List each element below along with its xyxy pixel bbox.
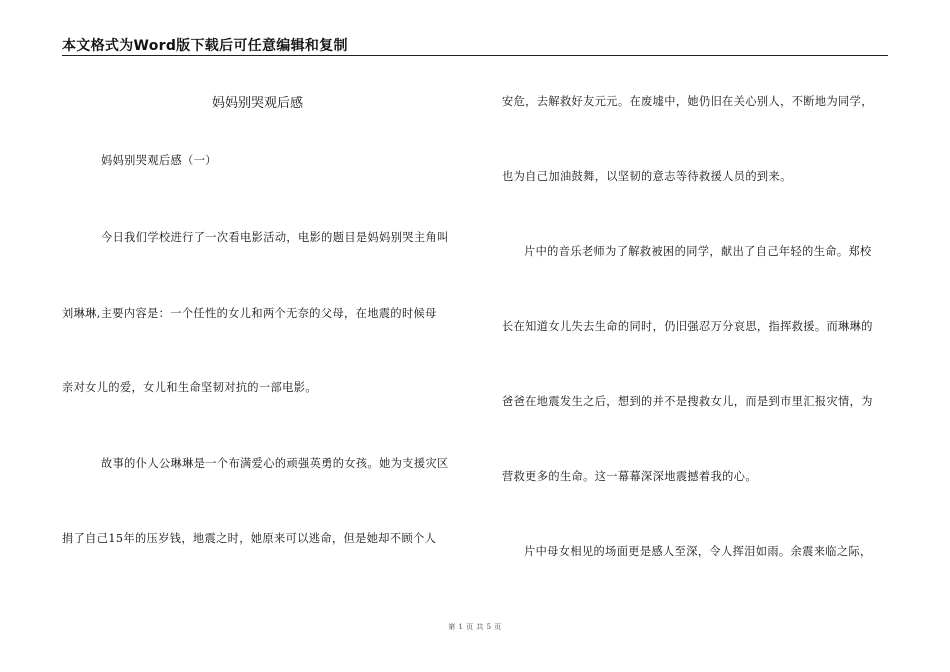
subtitle-line: 妈妈别哭观后感（一） (101, 154, 217, 167)
paragraph-line: 片中的音乐老师为了解救被困的同学，献出了自己年轻的生命。郑校 (524, 245, 872, 258)
paragraph-line: 今日我们学校进行了一次看电影活动，电影的题目是妈妈别哭主角叫 (101, 231, 449, 244)
paragraph-line: 故事的仆人公琳琳是一个布满爱心的顽强英勇的女孩。她为支援灾区 (101, 457, 449, 470)
paragraph-line: 刘琳琳,主要内容是：一个任性的女儿和两个无奈的父母，在地震的时候母 (62, 307, 437, 320)
paragraph-line: 安危，去解救好友元元。在废墟中，她仍旧在关心别人，不断地为同学， (502, 95, 873, 108)
document-title: 妈妈别哭观后感 (212, 96, 304, 111)
paragraph-line: 亲对女儿的爱，女儿和生命坚韧对抗的一部电影。 (62, 381, 317, 394)
paragraph-line: 营救更多的生命。这一幕幕深深地震撼着我的心。 (502, 470, 757, 483)
paragraph-line: 捐了自己15年的压岁钱，地震之时，她原来可以逃命，但是她却不顾个人 (62, 532, 437, 545)
paragraph-line: 也为自己加油鼓舞，以坚韧的意志等待救援人员的到来。 (502, 170, 792, 183)
left-column (62, 0, 482, 672)
paragraph-line: 爸爸在地震发生之后，想到的并不是搜救女儿，而是到市里汇报灾情，为 (502, 395, 873, 408)
right-column (488, 0, 888, 672)
paragraph-line: 长在知道女儿失去生命的同时，仍旧强忍万分哀思，指挥救援。而琳琳的 (502, 320, 873, 333)
header-text: 本文格式为Word版下载后可任意编辑和复制 (62, 38, 348, 54)
paragraph-line: 片中母女相见的场面更是感人至深，令人挥泪如雨。余震来临之际， (524, 545, 872, 558)
page-number: 第 1 页 共 5 页 (448, 623, 502, 631)
